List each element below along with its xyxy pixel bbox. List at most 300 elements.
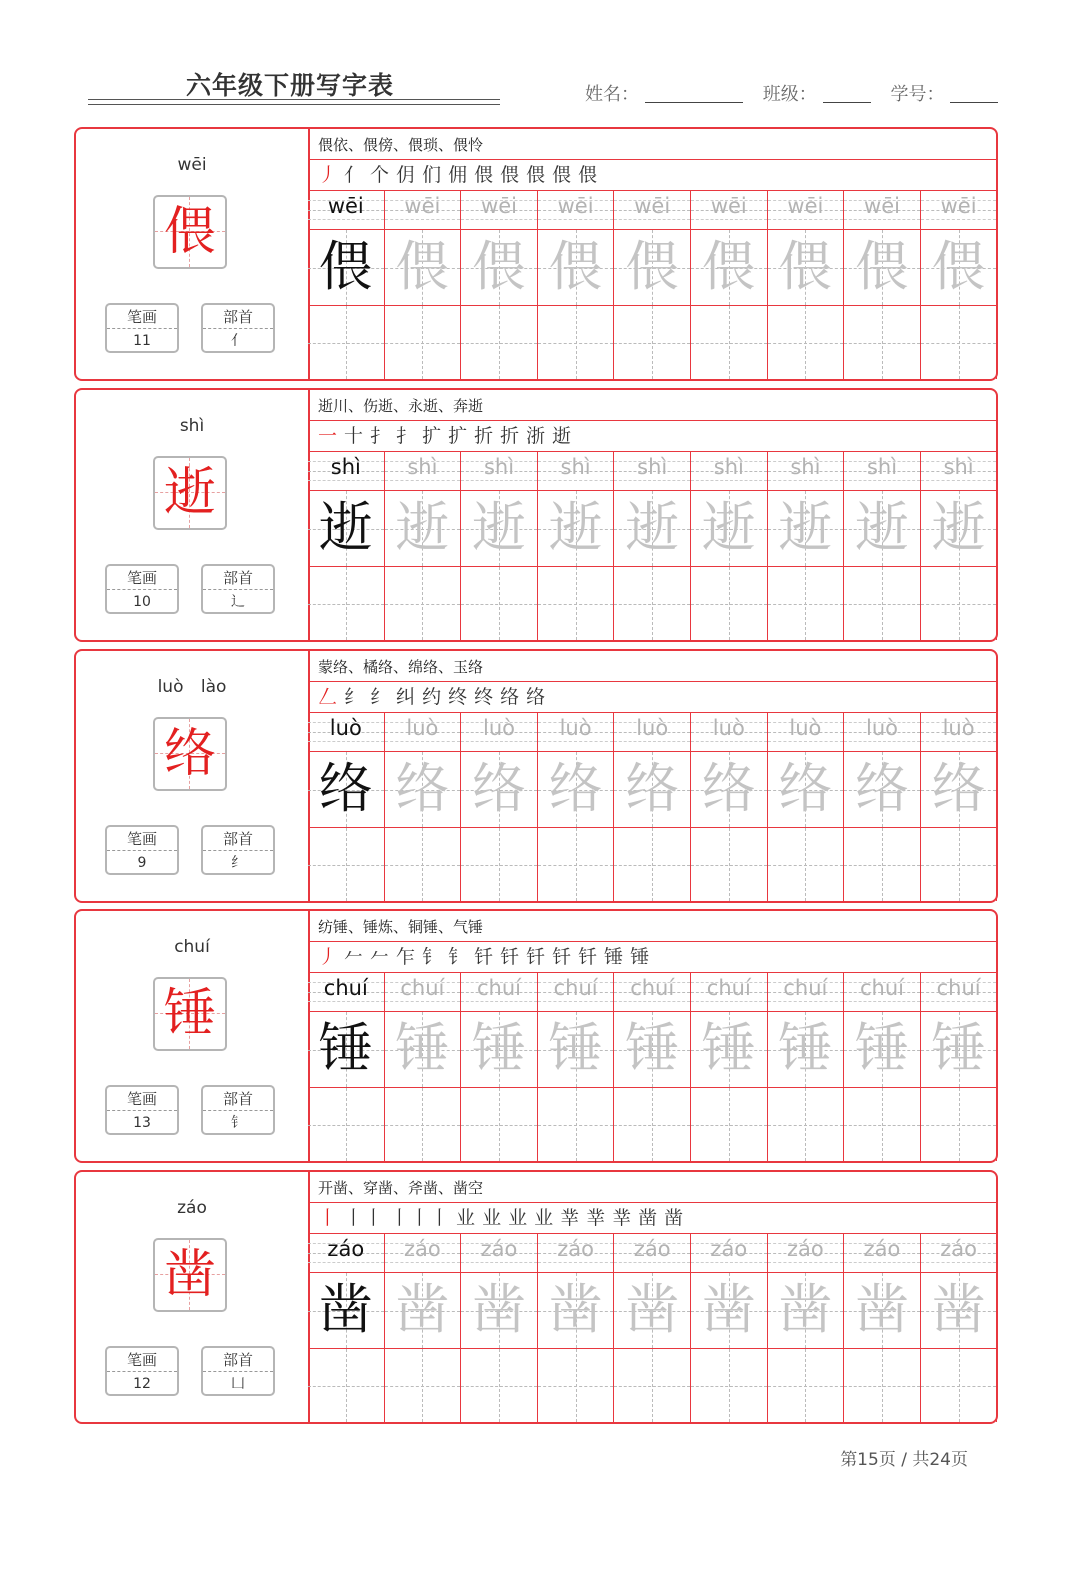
pinyin-cell: [538, 713, 615, 751]
radical-box: [201, 825, 275, 875]
character-card: [74, 388, 998, 642]
empty-writing-cell[interactable]: [844, 1087, 921, 1161]
empty-writing-cell[interactable]: [461, 1087, 538, 1161]
trace-character-cell: [308, 751, 385, 827]
stroke-step: 偎: [526, 164, 547, 186]
trace-character: 逝: [778, 496, 833, 559]
stroke-step: 络: [526, 686, 547, 708]
pinyin-trace: shì: [330, 455, 361, 479]
pinyin-cell: [461, 191, 538, 229]
trace-character-cell: [538, 1272, 615, 1348]
trace-character: 逝: [318, 496, 373, 559]
trace-character: 络: [854, 757, 909, 820]
character-card: [74, 649, 998, 903]
trace-character-cell: [921, 751, 998, 827]
pinyin-cell: [461, 973, 538, 1011]
pinyin-cell: [614, 191, 691, 229]
stroke-step: 逝: [552, 425, 573, 447]
practice-grid: [308, 1234, 998, 1422]
pinyin-cell: [385, 713, 462, 751]
pinyin-cell: [385, 452, 462, 490]
pinyin-cell: [614, 1234, 691, 1272]
pinyin-trace: chuí: [400, 976, 445, 1000]
trace-character: 逝: [548, 496, 603, 559]
pinyin-trace: luò: [482, 716, 515, 740]
stroke-step: 丵: [560, 1207, 581, 1229]
pinyin-label: chuí: [174, 937, 210, 957]
pinyin-trace: wēi: [327, 194, 364, 218]
radical-value: 钅: [231, 1115, 245, 1131]
empty-writing-cell[interactable]: [691, 827, 768, 901]
radical-value: 纟: [231, 855, 245, 871]
pinyin-label: shì: [179, 416, 205, 436]
stroke-step: 锤: [630, 946, 651, 968]
empty-writing-cell[interactable]: [691, 305, 768, 379]
empty-writing-cell[interactable]: [461, 1348, 538, 1422]
pinyin-trace: záo: [787, 1237, 824, 1261]
trace-character-cell: [385, 1272, 462, 1348]
pinyin-label: záo: [177, 1198, 207, 1218]
empty-writing-cell[interactable]: [921, 566, 998, 640]
pinyin-cell: [691, 1234, 768, 1272]
trace-character: 凿: [778, 1278, 833, 1341]
stroke-step: 凿: [638, 1207, 659, 1229]
class-label: 班级：: [762, 84, 817, 105]
empty-writing-cell[interactable]: [768, 1348, 845, 1422]
pinyin-cell: [921, 1234, 998, 1272]
pinyin-trace: chuí: [553, 976, 598, 1000]
stroke-order: [318, 421, 578, 451]
empty-writing-cell[interactable]: [844, 305, 921, 379]
radical-value: 辶: [231, 594, 245, 610]
stroke-step: 终: [448, 686, 469, 708]
practice-panel: [308, 390, 996, 640]
empty-writing-cell[interactable]: [538, 1348, 615, 1422]
practice-panel: [308, 651, 996, 901]
pinyin-cell: [844, 1234, 921, 1272]
trace-character-cell: [921, 1272, 998, 1348]
practice-grid: [308, 713, 998, 901]
stroke-count-box: [105, 1085, 179, 1135]
pinyin-trace: luò: [559, 716, 592, 740]
stroke-step: 丵: [612, 1207, 633, 1229]
trace-character-cell: [461, 229, 538, 305]
pinyin-trace: chuí: [783, 976, 828, 1000]
pinyin-trace: chuí: [936, 976, 981, 1000]
model-character: 络: [163, 724, 216, 784]
pinyin-cell: [614, 713, 691, 751]
pinyin-cell: [538, 973, 615, 1011]
trace-character: 络: [318, 757, 373, 820]
pinyin-cell: [691, 452, 768, 490]
empty-writing-cell[interactable]: [538, 827, 615, 901]
trace-character-cell: [308, 1272, 385, 1348]
radical-box: [201, 564, 275, 614]
trace-character-cell: [844, 1272, 921, 1348]
pinyin-trace: záo: [404, 1237, 441, 1261]
pinyin-label: wēi: [177, 155, 207, 175]
trace-character-cell: [691, 1011, 768, 1087]
trace-character: 偎: [625, 235, 680, 298]
pinyin-cell: [691, 713, 768, 751]
pinyin-trace: wēi: [710, 194, 747, 218]
trace-character-cell: [308, 490, 385, 566]
stroke-step: 业: [508, 1207, 529, 1229]
trace-character-cell: [385, 1011, 462, 1087]
pinyin-cell: [538, 191, 615, 229]
example-words: 开凿、穿凿、斧凿、凿空: [318, 1179, 484, 1197]
empty-writing-cell[interactable]: [614, 1348, 691, 1422]
stroke-step: 钎: [474, 946, 495, 968]
stroke-step: 偎: [552, 164, 573, 186]
empty-writing-cell[interactable]: [308, 566, 385, 640]
pinyin-trace: luò: [636, 716, 669, 740]
stroke-step: 们: [422, 164, 443, 186]
trace-character-cell: [614, 1272, 691, 1348]
pinyin-cell: [768, 1234, 845, 1272]
stroke-step: 𠂉: [344, 946, 365, 968]
empty-writing-cell[interactable]: [614, 305, 691, 379]
empty-writing-cell[interactable]: [385, 1087, 462, 1161]
pinyin-trace: wēi: [864, 194, 900, 218]
trace-character: 锤: [931, 1017, 986, 1080]
trace-character-cell: [614, 751, 691, 827]
character-info-panel: [76, 651, 310, 901]
pinyin-cell: [768, 452, 845, 490]
character-card: [74, 909, 998, 1163]
character-info-panel: [76, 129, 310, 379]
trace-character: 逝: [395, 496, 450, 559]
trace-character-cell: [308, 1011, 385, 1087]
trace-character-cell: [921, 1011, 998, 1087]
stroke-order: [318, 160, 604, 190]
stroke-count-label: 笔画: [107, 305, 177, 329]
stroke-step: 约: [422, 686, 443, 708]
pinyin-trace: luò: [406, 716, 439, 740]
model-character-box: [153, 195, 227, 269]
trace-character-cell: [921, 490, 998, 566]
trace-character-cell: [385, 490, 462, 566]
empty-writing-cell[interactable]: [308, 827, 385, 901]
pinyin-cell: [691, 973, 768, 1011]
trace-character-cell: [844, 751, 921, 827]
empty-writing-cell[interactable]: [844, 566, 921, 640]
trace-character-cell: [614, 490, 691, 566]
model-character: 偎: [163, 202, 216, 262]
pinyin-trace: shì: [637, 455, 668, 479]
example-words: 纺锤、锤炼、铜锤、气锤: [318, 918, 484, 936]
stroke-count-value: 10: [133, 594, 151, 610]
stroke-step: 丨: [318, 1207, 339, 1229]
pinyin-trace: wēi: [634, 194, 671, 218]
pinyin-trace: luò: [942, 716, 975, 740]
model-character-box: [153, 977, 227, 1051]
pinyin-trace: záo: [710, 1237, 748, 1261]
trace-character: 偎: [548, 235, 603, 298]
trace-character: 锤: [395, 1017, 450, 1080]
stroke-step: 折: [500, 425, 521, 447]
stroke-step: 丨丨丨: [390, 1207, 451, 1229]
trace-character: 络: [395, 757, 450, 820]
pinyin-cell: [385, 1234, 462, 1272]
empty-writing-cell[interactable]: [385, 827, 462, 901]
empty-writing-cell[interactable]: [768, 566, 845, 640]
pinyin-trace: záo: [863, 1237, 901, 1261]
trace-character: 偎: [471, 235, 526, 298]
model-character: 凿: [163, 1245, 216, 1305]
pinyin-cell: [844, 452, 921, 490]
empty-writing-cell[interactable]: [921, 827, 998, 901]
trace-character-cell: [538, 490, 615, 566]
pinyin-trace: luò: [865, 716, 898, 740]
empty-writing-cell[interactable]: [614, 1087, 691, 1161]
pinyin-trace: shì: [483, 455, 515, 479]
trace-character: 偎: [701, 235, 756, 298]
empty-writing-cell[interactable]: [538, 566, 615, 640]
name-label: 姓名：: [585, 84, 639, 105]
stroke-step: 丿: [318, 946, 339, 968]
student-info-fields: [585, 80, 1012, 106]
radical-label: 部首: [203, 827, 273, 851]
practice-grid: [308, 191, 998, 379]
trace-character: 偎: [395, 235, 450, 298]
practice-grid: [308, 452, 998, 640]
pinyin-trace: záo: [940, 1237, 977, 1261]
empty-writing-cell[interactable]: [308, 1087, 385, 1161]
empty-writing-cell[interactable]: [921, 1087, 998, 1161]
stroke-step: 纟: [344, 686, 365, 708]
model-character-box: [153, 1238, 227, 1312]
pinyin-cell: [308, 191, 385, 229]
trace-character: 络: [625, 757, 680, 820]
stroke-step: 个: [370, 164, 391, 186]
stroke-step: 钅: [422, 946, 443, 968]
pinyin-trace: chuí: [323, 976, 368, 1000]
trace-character: 偎: [854, 235, 909, 298]
pinyin-trace: shì: [560, 455, 591, 479]
stroke-count-box: [105, 825, 179, 875]
stroke-step: 业: [482, 1207, 503, 1229]
trace-character: 偎: [931, 235, 986, 298]
trace-character-cell: [691, 751, 768, 827]
stroke-count-value: 11: [133, 333, 151, 349]
pinyin-trace: záo: [633, 1237, 671, 1261]
empty-writing-cell[interactable]: [768, 827, 845, 901]
empty-writing-cell[interactable]: [538, 305, 615, 379]
pinyin-cell: [308, 1234, 385, 1272]
empty-writing-cell[interactable]: [614, 827, 691, 901]
stroke-step: 折: [474, 425, 495, 447]
trace-character-cell: [921, 229, 998, 305]
trace-character-cell: [461, 751, 538, 827]
pinyin-cell: [768, 713, 845, 751]
example-words: 逝川、伤逝、永逝、奔逝: [318, 397, 484, 415]
trace-character: 逝: [471, 496, 526, 559]
trace-character: 锤: [548, 1017, 603, 1080]
radical-box: [201, 1085, 275, 1135]
pinyin-cell: [691, 191, 768, 229]
empty-writing-cell[interactable]: [691, 1348, 768, 1422]
trace-character: 锤: [471, 1017, 526, 1080]
trace-character: 凿: [395, 1278, 450, 1341]
trace-character-cell: [768, 751, 845, 827]
trace-character-cell: [614, 1011, 691, 1087]
title-underline: [88, 99, 500, 105]
class-field[interactable]: [823, 84, 871, 103]
radical-value: 凵: [231, 1376, 245, 1392]
pinyin-cell: [538, 1234, 615, 1272]
stroke-step: 业: [534, 1207, 555, 1229]
stroke-step: 扩: [422, 425, 443, 447]
trace-character: 凿: [318, 1278, 373, 1341]
trace-character: 络: [548, 757, 603, 820]
empty-writing-cell[interactable]: [385, 566, 462, 640]
trace-character-cell: [538, 229, 615, 305]
trace-character: 偎: [318, 235, 373, 298]
stroke-step: 𠂉: [370, 946, 391, 968]
empty-writing-cell[interactable]: [768, 305, 845, 379]
trace-character-cell: [614, 229, 691, 305]
stroke-step: 丨丨: [344, 1207, 385, 1229]
stroke-count-label: 笔画: [107, 827, 177, 851]
empty-writing-cell[interactable]: [921, 305, 998, 379]
stroke-step: 𠃋: [318, 686, 339, 708]
pinyin-trace: chuí: [476, 976, 521, 1000]
trace-character-cell: [308, 229, 385, 305]
trace-character: 逝: [625, 496, 680, 559]
radical-label: 部首: [203, 305, 273, 329]
trace-character-cell: [844, 1011, 921, 1087]
stroke-step: 乍: [396, 946, 417, 968]
stroke-step: 偎: [500, 164, 521, 186]
radical-label: 部首: [203, 1348, 273, 1372]
model-character-box: [153, 717, 227, 791]
empty-writing-cell[interactable]: [385, 305, 462, 379]
stroke-step: 浙: [526, 425, 547, 447]
stroke-order: [318, 682, 552, 712]
pinyin-cell: [921, 713, 998, 751]
empty-writing-cell[interactable]: [308, 1348, 385, 1422]
pinyin-trace: záo: [327, 1237, 365, 1261]
stroke-count-label: 笔画: [107, 566, 177, 590]
trace-character-cell: [844, 229, 921, 305]
pinyin-trace: chuí: [706, 976, 751, 1000]
practice-grid: [308, 973, 998, 1161]
empty-writing-cell[interactable]: [768, 1087, 845, 1161]
model-character: 逝: [163, 463, 216, 523]
trace-character-cell: [844, 490, 921, 566]
trace-character: 凿: [548, 1278, 603, 1341]
character-info-panel: [76, 390, 310, 640]
pinyin-trace: luò: [712, 716, 745, 740]
pinyin-cell: [921, 973, 998, 1011]
page-title: 六年级下册写字表: [186, 71, 395, 100]
stroke-count-label: 笔画: [107, 1087, 177, 1111]
trace-character-cell: [768, 490, 845, 566]
empty-writing-cell[interactable]: [691, 566, 768, 640]
pinyin-cell: [921, 452, 998, 490]
empty-writing-cell[interactable]: [691, 1087, 768, 1161]
pinyin-trace: chuí: [859, 976, 904, 1000]
empty-writing-cell[interactable]: [614, 566, 691, 640]
radical-box: [201, 303, 275, 353]
stroke-count-value: 12: [133, 1376, 151, 1392]
pinyin-trace: wēi: [940, 194, 977, 218]
stroke-step: 扌: [370, 425, 391, 447]
empty-writing-cell[interactable]: [921, 1348, 998, 1422]
stroke-count-value: 9: [137, 855, 147, 871]
stroke-step: 钅: [448, 946, 469, 968]
pinyin-trace: luò: [789, 716, 822, 740]
pinyin-trace: chuí: [630, 976, 675, 1000]
radical-label: 部首: [203, 1087, 273, 1111]
trace-character-cell: [768, 229, 845, 305]
page-header: [88, 58, 1008, 110]
example-words: 蒙络、橘络、绵络、玉络: [318, 658, 484, 676]
trace-character-cell: [385, 229, 462, 305]
empty-writing-cell[interactable]: [844, 1348, 921, 1422]
trace-character: 偎: [778, 235, 833, 298]
trace-character: 络: [471, 757, 526, 820]
pinyin-cell: [614, 973, 691, 1011]
practice-panel: [308, 129, 996, 379]
empty-writing-cell[interactable]: [538, 1087, 615, 1161]
stroke-order: [318, 1203, 690, 1233]
stroke-step: 终: [474, 686, 495, 708]
trace-character: 凿: [625, 1278, 680, 1341]
stroke-count-value: 13: [133, 1115, 151, 1131]
stroke-step: 钎: [500, 946, 521, 968]
character-card: [74, 1170, 998, 1424]
empty-writing-cell[interactable]: [844, 827, 921, 901]
trace-character: 络: [931, 757, 986, 820]
model-character: 锤: [163, 984, 216, 1044]
trace-character: 凿: [701, 1278, 756, 1341]
name-field[interactable]: [645, 84, 743, 103]
pinyin-cell: [461, 1234, 538, 1272]
empty-writing-cell[interactable]: [461, 566, 538, 640]
stroke-step: 仴: [396, 164, 417, 186]
pinyin-trace: záo: [557, 1237, 594, 1261]
practice-panel: [308, 911, 996, 1161]
trace-character-cell: [691, 1272, 768, 1348]
stroke-step: 偎: [474, 164, 495, 186]
empty-writing-cell[interactable]: [461, 305, 538, 379]
trace-character-cell: [461, 1011, 538, 1087]
pinyin-cell: [768, 973, 845, 1011]
student-id-field[interactable]: [950, 84, 998, 103]
pinyin-cell: [768, 191, 845, 229]
trace-character-cell: [768, 1011, 845, 1087]
pinyin-cell: [385, 973, 462, 1011]
model-character-box: [153, 456, 227, 530]
pinyin-cell: [844, 191, 921, 229]
stroke-step: 纠: [396, 686, 417, 708]
empty-writing-cell[interactable]: [308, 305, 385, 379]
trace-character: 络: [701, 757, 756, 820]
trace-character-cell: [461, 1272, 538, 1348]
empty-writing-cell[interactable]: [461, 827, 538, 901]
pinyin-cell: [308, 713, 385, 751]
pinyin-trace: shì: [790, 455, 821, 479]
trace-character-cell: [691, 229, 768, 305]
stroke-step: 扌: [396, 425, 417, 447]
empty-writing-cell[interactable]: [385, 1348, 462, 1422]
radical-label: 部首: [203, 566, 273, 590]
trace-character-cell: [768, 1272, 845, 1348]
pinyin-cell: [308, 973, 385, 1011]
pinyin-label: luò lào: [157, 677, 227, 697]
